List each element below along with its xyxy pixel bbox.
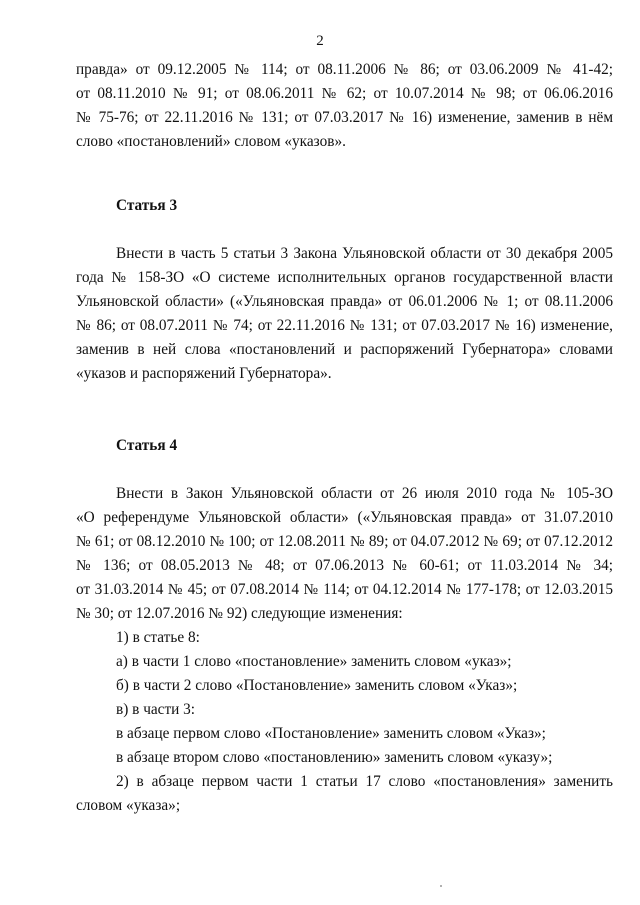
article-3-line-2: года № 158-ЗО «О системе исполнительных органов государственной власти [76,269,613,286]
article-4-item-2-line-2: словом «указа»; [76,797,181,814]
article-4-line-5: от 31.03.2014 № 45; от 07.08.2014 № 114; от 04.12.2014 № 177-178; от 12.03.2015 [76,581,613,598]
article-3-line-6: «указов и распоряжений Губернатора». [76,365,332,382]
article-4-item-1c: в) в части 3: [116,701,196,718]
page-number: 2 [316,33,324,49]
article-4-item-1c-para1: в абзаце первом слово «Постановление» заменить словом «Указ»; [116,725,546,742]
article-4-line-6: № 30; от 12.07.2016 № 92) следующие изменения: [76,605,403,622]
scan-speck [440,885,442,887]
intro-line-1: правда» от 09.12.2005 № 114; от 08.11.2006 № 86; от 03.06.2009 № 41-42; [76,61,613,78]
article-3-heading: Статья 3 [116,197,178,214]
article-3-line-1: Внести в часть 5 статьи 3 Закона Ульяновской области от 30 декабря 2005 [116,245,613,262]
intro-line-2: от 08.11.2010 № 91; от 08.06.2011 № 62; от 10.07.2014 № 98; от 06.06.2016 [76,85,613,102]
intro-line-3: № 75-76; от 22.11.2016 № 131; от 07.03.2017 № 16) изменение, заменив в нём [76,109,613,126]
article-3-line-3: Ульяновской области» («Ульяновская правда» от 06.01.2006 № 1; от 08.11.2006 [76,293,613,310]
article-4-item-1a: а) в части 1 слово «постановление» заменить словом «указ»; [116,653,512,670]
intro-line-4: слово «постановлений» словом «указов». [76,133,346,150]
article-4-heading: Статья 4 [116,437,178,454]
article-4-item-2-line-1: 2) в абзаце первом части 1 статьи 17 слово «постановления» заменить [116,773,613,790]
article-4-line-3: № 61; от 08.12.2010 № 100; от 12.08.2011 № 89; от 04.07.2012 № 69; от 07.12.2012 [76,533,613,550]
article-3-line-5: заменив в ней слова «постановлений и распоряжений Губернатора» словами [76,341,613,358]
article-4-line-1: Внести в Закон Ульяновской области от 26 июля 2010 года № 105-ЗО [116,485,613,502]
article-4-item-1c-para2: в абзаце втором слово «постановлению» заменить словом «указу»; [116,749,553,766]
article-4-item-1b: б) в части 2 слово «Постановление» заменить словом «Указ»; [116,677,518,694]
article-3-line-4: № 86; от 08.07.2011 № 74; от 22.11.2016 № 131; от 07.03.2017 № 16) изменение, [76,317,613,334]
article-4-line-2: «О референдуме Ульяновской области» («Ульяновская правда» от 31.07.2010 [76,509,613,526]
article-4-item-1: 1) в статье 8: [116,629,200,646]
article-4-line-4: № 136; от 08.05.2013 № 48; от 07.06.2013 № 60-61; от 11.03.2014 № 34; [76,557,613,574]
